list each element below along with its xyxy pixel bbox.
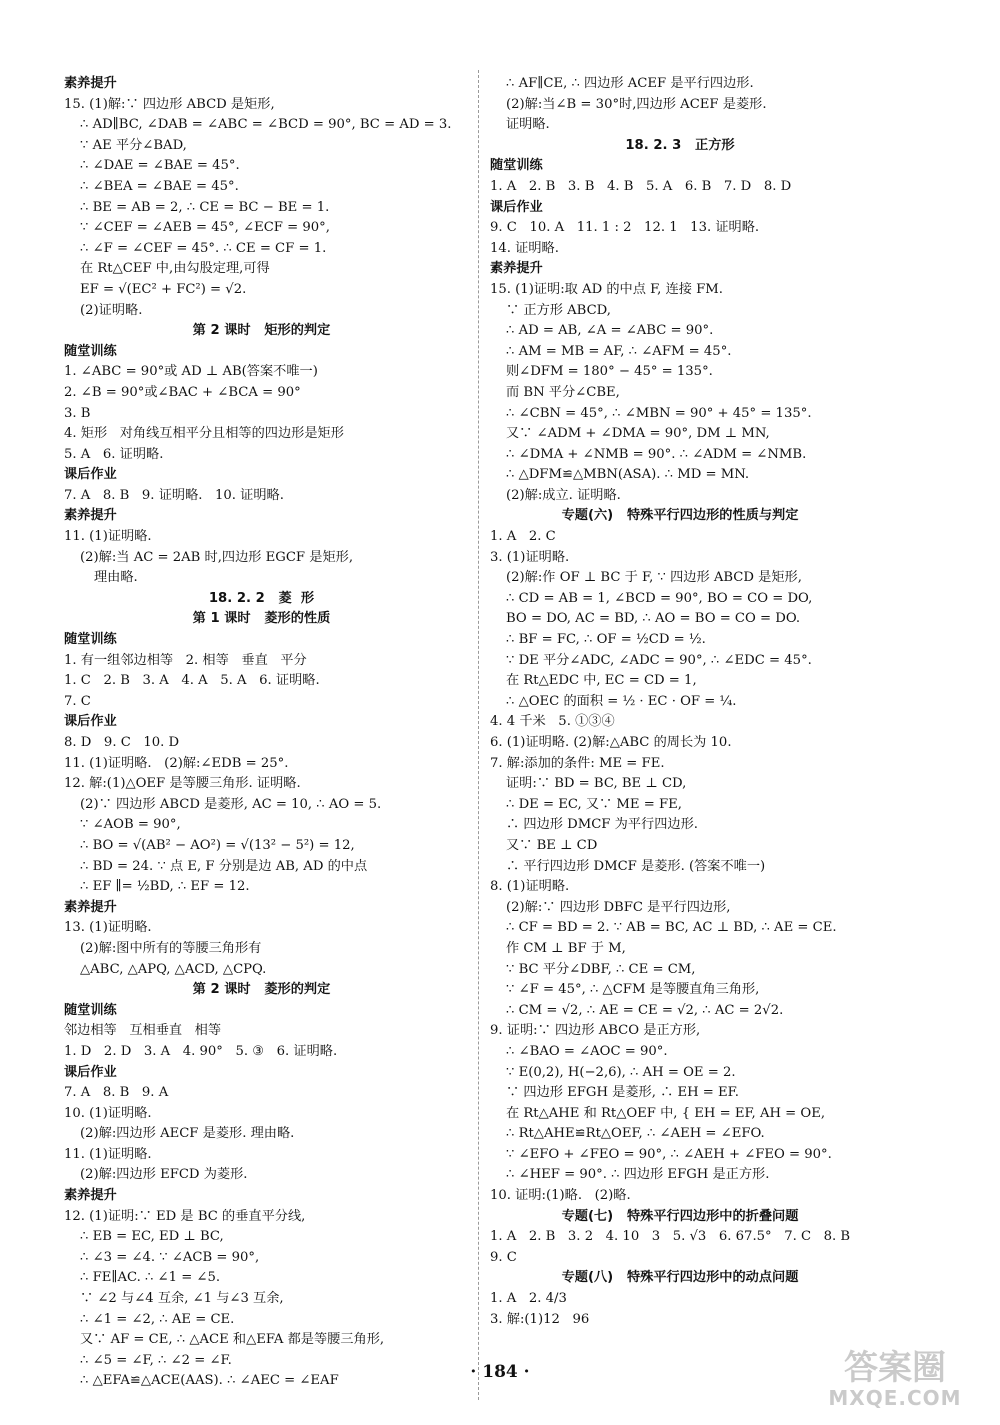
answer-line: 证明略. — [506, 117, 550, 133]
answer-line: ∴ ∠CBN = 45°, ∴ ∠MBN = 90° + 45° = 135°. — [506, 405, 812, 421]
answer-line: (2)证明略. — [80, 302, 143, 318]
answer-line: 在 Rt△AHE 和 Rt△OEF 中, { EH = EF, AH = OE, — [506, 1105, 826, 1121]
answer-line: 9. C 10. A 11. 1 : 2 12. 1 13. 证明略. — [490, 220, 760, 236]
answer-line: ∴ CM = √2, ∴ AE = CE = √2, ∴ AC = 2√2. — [506, 1002, 784, 1018]
answer-line: 15. (1)解:∵ 四边形 ABCD 是矩形, — [64, 96, 275, 112]
answer-line: 理由略. — [94, 570, 138, 586]
section-title: 专题(七) 特殊平行四边形中的折叠问题 — [561, 1208, 799, 1224]
section-title: 专题(六) 特殊平行四边形的性质与判定 — [561, 508, 799, 524]
section-heading: 课后作业 — [64, 714, 117, 730]
answer-line: ∴ △DFM≌△MBN(ASA). ∴ MD = MN. — [506, 467, 750, 483]
answer-line: (2)解:作 OF ⊥ BC 于 F, ∵ 四边形 ABCD 是矩形, — [506, 570, 802, 586]
left-column — [64, 74, 459, 1392]
answer-line: (2)解:成立. 证明略. — [506, 487, 621, 503]
answer-line: 4. 4 千米 5. ①③④ — [490, 714, 615, 730]
answer-line: ∴ △EFA≌△ACE(AAS). ∴ ∠AEC = ∠EAF — [80, 1373, 339, 1389]
answer-line: 7. C — [64, 693, 91, 709]
answer-line: 12. (1)证明:∵ ED 是 BC 的垂直平分线, — [64, 1208, 306, 1224]
answer-line: 9. 证明:∵ 四边形 ABCO 是正方形, — [490, 1023, 701, 1039]
answer-line: 则∠DFM = 180° − 45° = 135°. — [506, 364, 713, 380]
answer-line: ∴ BF = FC, ∴ OF = ½CD = ½. — [506, 632, 706, 648]
answer-line: ∵ ∠2 与∠4 互余, ∠1 与∠3 互余, — [80, 1291, 284, 1307]
answer-line: (2)解:四边形 AECF 是菱形. 理由略. — [80, 1126, 295, 1142]
section-title: 第 2 课时 矩形的判定 — [192, 323, 331, 339]
answer-line: ∵ AE 平分∠BAD, — [80, 137, 187, 153]
answer-line: ∴ CF = BD = 2. ∵ AB = BC, AC ⊥ BD, ∴ AE = CE. — [506, 920, 837, 936]
answer-line: ∵ ∠F = 45°, ∴ △CFM 是等腰直角三角形, — [506, 982, 760, 998]
answer-line: 11. (1)证明略. — [64, 1146, 152, 1162]
answer-line: 证明:∵ BD = BC, BE ⊥ CD, — [506, 776, 687, 792]
answer-line: 8. (1)证明略. — [490, 879, 570, 895]
answer-line: ∵ DE 平分∠ADC, ∠ADC = 90°, ∴ ∠EDC = 45°. — [506, 652, 812, 668]
answer-line: ∴ 平行四边形 DMCF 是菱形. (答案不唯一) — [506, 858, 766, 874]
answer-line: ∴ ∠DMA + ∠NMB = 90°. ∴ ∠ADM = ∠NMB. — [506, 446, 807, 462]
answer-line: (2)解:四边形 EFCD 为菱形. — [80, 1167, 248, 1183]
answer-line: ∵ E(0,2), H(−2,6), ∴ AH = OE = 2. — [506, 1064, 736, 1080]
answer-line: 7. A 8. B 9. A — [64, 1085, 169, 1101]
answer-line: 1. C 2. B 3. A 4. A 5. A 6. 证明略. — [64, 673, 320, 689]
answer-line: 5. A 6. 证明略. — [64, 446, 164, 462]
section-heading: 随堂训练 — [64, 343, 117, 359]
answer-line: 9. C — [490, 1249, 517, 1265]
answer-line: ∵ 正方形 ABCD, — [506, 302, 611, 318]
section-heading: 课后作业 — [490, 199, 543, 215]
section-heading: 素养提升 — [64, 76, 117, 91]
answer-line: 在 Rt△CEF 中,由勾股定理,可得 — [80, 261, 270, 277]
answer-line: ∴ ∠DAE = ∠BAE = 45°. — [80, 158, 240, 174]
section-title: 18. 2. 2 菱 形 — [208, 590, 315, 606]
watermark-text: 答案圈 — [844, 1348, 946, 1388]
answer-line: ∴ AM = MB = AF, ∴ ∠AFM = 45°. — [506, 343, 732, 359]
answer-line: ∴ ∠F = ∠CEF = 45°. ∴ CE = CF = 1. — [80, 240, 327, 256]
answer-line: 1. A 2. C — [490, 529, 556, 545]
answer-line: ∴ ∠HEF = 90°. ∴ 四边形 EFGH 是正方形. — [506, 1167, 770, 1183]
page-number: · 184 · — [470, 1362, 530, 1382]
answer-line: ∴ BD = 24. ∵ 点 E, F 分别是边 AB, AD 的中点 — [80, 858, 368, 874]
section-heading: 素养提升 — [64, 1188, 117, 1204]
answer-line: 12. 解:(1)△OEF 是等腰三角形. 证明略. — [64, 776, 301, 792]
answer-line: 又∵ ∠ADM + ∠DMA = 90°, DM ⊥ MN, — [506, 426, 770, 442]
answer-line: 邻边相等 互相垂直 相等 — [64, 1023, 222, 1039]
section-heading: 随堂训练 — [490, 158, 543, 174]
answer-line: (2)解:图中所有的等腰三角形有 — [80, 940, 262, 956]
answer-line: 3. B — [64, 405, 91, 421]
answer-line: 1. 有一组邻边相等 2. 相等 垂直 平分 — [64, 652, 307, 668]
answer-line: ∴ CD = AB = 1, ∠BCD = 90°, BO = CO = DO, — [506, 590, 813, 606]
answer-line: ∴ 四边形 DMCF 为平行四边形. — [506, 817, 698, 833]
answer-line: 11. (1)证明略. — [64, 529, 152, 545]
answer-line: ∴ AD∥BC, ∠DAB = ∠ABC = ∠BCD = 90°, BC = AD = 3. — [80, 117, 452, 133]
answer-line: △ABC, △APQ, △ACD, △CPQ. — [80, 961, 267, 977]
answer-line: ∴ EF ∥= ½BD, ∴ EF = 12. — [80, 879, 250, 895]
answer-line: 而 BN 平分∠CBE, — [506, 384, 620, 400]
answer-line: 14. 证明略. — [490, 240, 559, 256]
answer-line: 1. D 2. D 3. A 4. 90° 5. ③ 6. 证明略. — [64, 1043, 338, 1059]
section-heading: 素养提升 — [64, 508, 117, 524]
answer-line: 10. (1)证明略. — [64, 1105, 152, 1121]
section-heading: 课后作业 — [64, 467, 117, 483]
answer-line: 4. 矩形 对角线互相平分且相等的四边形是矩形 — [64, 426, 344, 442]
answer-line: 10. 证明:(1)略. (2)略. — [490, 1188, 631, 1204]
section-title: 第 2 课时 菱形的判定 — [192, 982, 331, 998]
answer-line: BO = DO, AC = BD, ∴ AO = BO = CO = DO. — [506, 611, 801, 627]
section-heading: 素养提升 — [64, 899, 117, 915]
answer-line: ∴ FE∥AC. ∴ ∠1 = ∠5. — [80, 1270, 221, 1286]
answer-line: ∴ ∠1 = ∠2, ∴ AE = CE. — [80, 1311, 235, 1327]
answer-line: ∴ DE = EC, 又∵ ME = FE, — [506, 796, 682, 812]
answer-line: ∵ ∠EFO + ∠FEO = 90°, ∴ ∠AEH + ∠FEO = 90°. — [506, 1146, 832, 1162]
answer-line: ∴ ∠3 = ∠4. ∵ ∠ACB = 90°, — [80, 1249, 260, 1265]
answer-line: ∴ BO = √(AB² − AO²) = √(13² − 5²) = 12, — [80, 837, 355, 853]
watermark-url: MXQE.COM — [828, 1386, 962, 1410]
answer-line: (2)解:∵ 四边形 DBFC 是平行四边形, — [506, 899, 731, 915]
answer-line: 1. ∠ABC = 90°或 AD ⊥ AB(答案不唯一) — [64, 364, 318, 380]
answer-line: ∴ EB = EC, ED ⊥ BC, — [80, 1229, 224, 1245]
answer-line: ∴ ∠5 = ∠F, ∴ ∠2 = ∠F. — [80, 1352, 232, 1368]
answer-line: 又∵ AF = CE, ∴ △ACE 和△EFA 都是等腰三角形, — [80, 1332, 385, 1348]
answer-line: ∴ AD = AB, ∠A = ∠ABC = 90°. — [506, 323, 714, 339]
answer-line: ∴ AF∥CE, ∴ 四边形 ACEF 是平行四边形. — [506, 76, 754, 91]
answer-line: EF = √(EC² + FC²) = √2. — [80, 281, 247, 297]
section-title: 专题(八) 特殊平行四边形中的动点问题 — [561, 1270, 799, 1286]
answer-line: 13. (1)证明略. — [64, 920, 152, 936]
section-title: 第 1 课时 菱形的性质 — [192, 611, 331, 627]
answer-line: 在 Rt△EDC 中, EC = CD = 1, — [506, 673, 697, 689]
answer-line: ∴ ∠BEA = ∠BAE = 45°. — [80, 178, 239, 194]
answer-line: (2)解:当∠B = 30°时,四边形 ACEF 是菱形. — [506, 96, 767, 112]
section-heading: 素养提升 — [490, 261, 543, 277]
answer-line: ∵ ∠CEF = ∠AEB = 45°, ∠ECF = 90°, — [80, 220, 330, 236]
answer-line: 1. A 2. B 3. 2 4. 10 3 5. √3 6. 67.5° 7. C 8. B — [490, 1229, 851, 1245]
answer-line: ∴ BE = AB = 2, ∴ CE = BC − BE = 1. — [80, 199, 330, 215]
section-heading: 课后作业 — [64, 1064, 117, 1080]
answer-line: 作 CM ⊥ BF 于 M, — [506, 940, 626, 956]
answer-line: ∵ BC 平分∠DBF, ∴ CE = CM, — [506, 961, 696, 977]
column-divider — [478, 70, 479, 1400]
answer-line: 6. (1)证明略. (2)解:△ABC 的周长为 10. — [490, 735, 732, 750]
answer-line: ∵ 四边形 EFGH 是菱形, ∴ EH = EF. — [506, 1085, 739, 1101]
answer-line: ∴ Rt△AHE≌Rt△OEF, ∴ ∠AEH = ∠EFO. — [506, 1126, 765, 1142]
section-heading: 随堂训练 — [64, 632, 117, 648]
answer-line: 1. A 2. B 3. B 4. B 5. A 6. B 7. D 8. D — [490, 178, 792, 194]
answer-line: 7. A 8. B 9. 证明略. 10. 证明略. — [64, 487, 284, 503]
answer-line: 3. 解:(1)12 96 — [490, 1311, 590, 1327]
answer-line: 又∵ BE ⊥ CD — [506, 837, 598, 853]
answer-line: ∵ ∠AOB = 90°, — [80, 817, 181, 833]
answer-line: ∴ △OEC 的面积 = ½ · EC · OF = ¼. — [506, 693, 737, 709]
answer-line: 15. (1)证明:取 AD 的中点 F, 连接 FM. — [490, 281, 723, 297]
answer-line: 7. 解:添加的条件: ME = FE. — [490, 755, 665, 771]
answer-line: 2. ∠B = 90°或∠BAC + ∠BCA = 90° — [64, 384, 301, 400]
answer-line: 3. (1)证明略. — [490, 549, 570, 565]
section-heading: 随堂训练 — [64, 1002, 117, 1018]
section-title: 18. 2. 3 正方形 — [625, 137, 735, 153]
right-column — [490, 74, 870, 1330]
watermark-logo — [820, 1340, 970, 1415]
answer-line: 11. (1)证明略. (2)解:∠EDB = 25°. — [64, 755, 289, 771]
answer-line: (2)∵ 四边形 ABCD 是菱形, AC = 10, ∴ AO = 5. — [80, 796, 382, 812]
answer-line: ∴ ∠BAO = ∠AOC = 90°. — [506, 1043, 668, 1059]
answer-line: (2)解:当 AC = 2AB 时,四边形 EGCF 是矩形, — [80, 549, 354, 565]
answer-line: 8. D 9. C 10. D — [64, 735, 180, 750]
answer-line: 1. A 2. 4/3 — [490, 1291, 567, 1307]
